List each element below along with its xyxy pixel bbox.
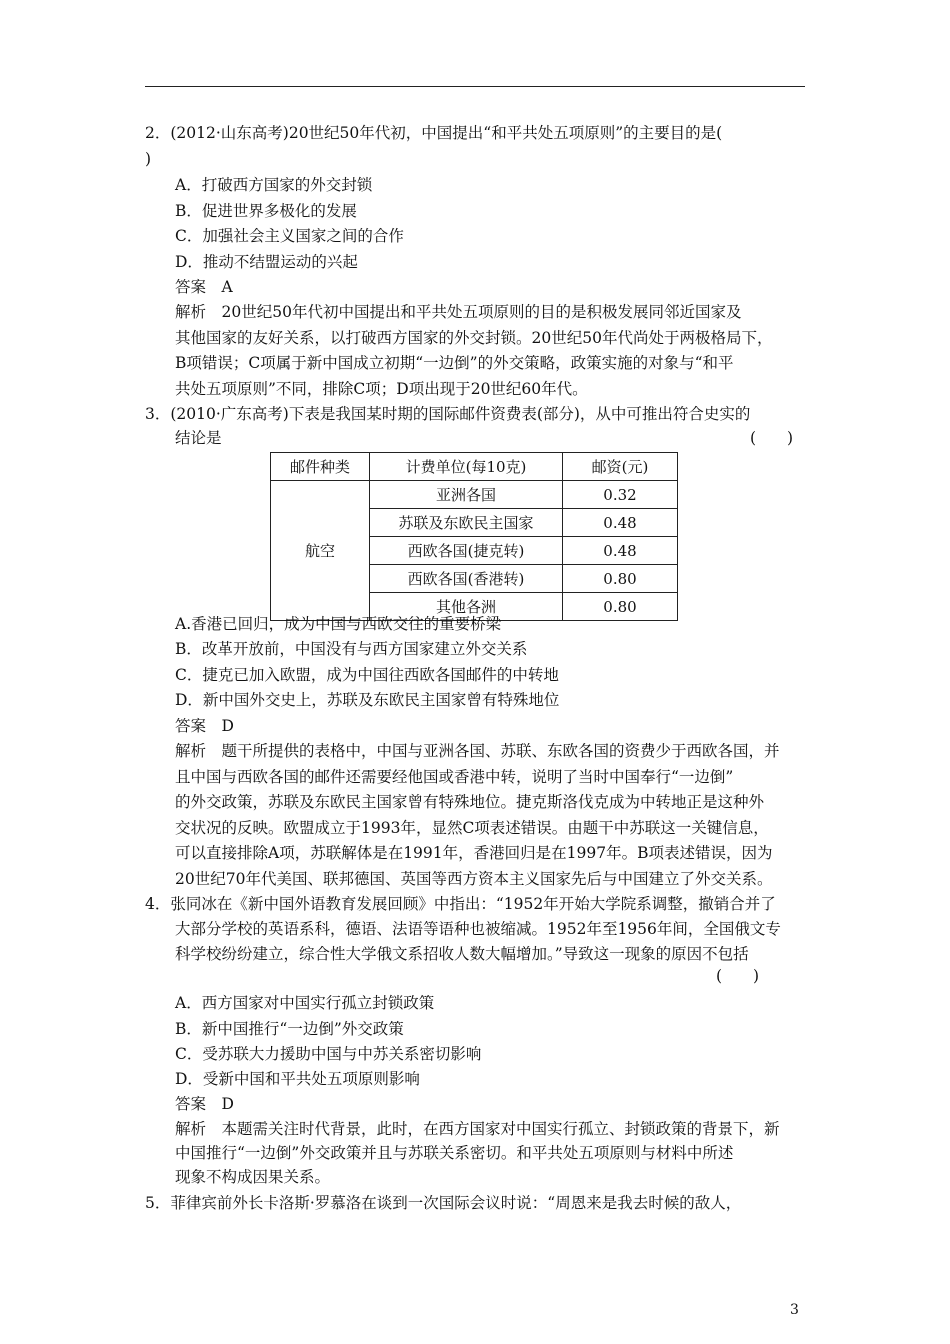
- region-cell: 苏联及东欧民主国家: [370, 509, 563, 537]
- header-rule: [145, 86, 805, 87]
- q4-analysis-line-3: 现象不构成因果关系。: [175, 1168, 331, 1186]
- q4-option-d: D．受新中国和平共处五项原则影响: [175, 1070, 420, 1088]
- region-cell: 西欧各国(捷克转): [370, 537, 563, 565]
- fee-cell: 0.48: [563, 537, 678, 565]
- q2-analysis-line-2: 其他国家的友好关系，以打破西方国家的外交封锁。20世纪50年代尚处于两极格局下，: [175, 329, 773, 347]
- mail-category-cell: 航空: [271, 481, 370, 621]
- q3-option-b: B．改革开放前，中国没有与西方国家建立外交关系: [175, 640, 528, 658]
- q4-option-c: C．受苏联大力援助中国与中苏关系密切影响: [175, 1045, 482, 1063]
- table-header-cell: 邮资(元): [563, 453, 678, 481]
- fee-cell: 0.80: [563, 593, 678, 621]
- q4-stem-line-3: 科学校纷纷建立，综合性大学俄文系招收人数大幅增加。”导致这一现象的原因不包括: [175, 945, 749, 963]
- q5-stem-line-1: 5．菲律宾前外长卡洛斯·罗慕洛在谈到一次国际会议时说：“周恩来是我去时候的敌人，: [145, 1194, 742, 1212]
- q4-analysis-line-2: 中国推行“一边倒”外交政策并且与苏联关系密切。和平共处五项原则与材料中所述: [175, 1144, 734, 1162]
- q3-analysis-line-2: 且中国与西欧各国的邮件还需要经他国或香港中转，说明了当时中国奉行“一边倒”: [175, 768, 734, 786]
- q2-option-c: C．加强社会主义国家之间的合作: [175, 227, 404, 245]
- region-cell: 西欧各国(香港转): [370, 565, 563, 593]
- q2-option-a: A．打破西方国家的外交封锁: [175, 176, 373, 194]
- q3-analysis-line-4: 交状况的反映。欧盟成立于1993年，显然C项表述错误。由题干中苏联这一关键信息，: [175, 819, 769, 837]
- q2-stem-line-2: ): [145, 150, 152, 168]
- page-number: 3: [790, 1302, 799, 1318]
- table-row: [271, 481, 678, 509]
- fee-cell: 0.80: [563, 565, 678, 593]
- region-cell: 其他各洲: [370, 593, 563, 621]
- table-header-cell: 邮件种类: [271, 453, 370, 481]
- postal-fee-table: [270, 452, 678, 621]
- q3-option-c: C．捷克已加入欧盟，成为中国往西欧各国邮件的中转地: [175, 666, 559, 684]
- q2-analysis-line-3: B项错误；C项属于新中国成立初期“一边倒”的外交策略，政策实施的对象与“和平: [175, 354, 734, 372]
- q2-option-b: B．促进世界多极化的发展: [175, 202, 357, 220]
- q4-answer: 答案 D: [175, 1095, 234, 1113]
- fee-cell: 0.48: [563, 509, 678, 537]
- q3-analysis-line-1: 解析 题干所提供的表格中，中国与亚洲各国、苏联、东欧各国的资费少于西欧各国，并: [175, 742, 780, 760]
- q4-answer-blank: ( ): [716, 967, 760, 985]
- table-header-cell: 计费单位(每10克): [370, 453, 563, 481]
- q2-answer: 答案 A: [175, 278, 233, 296]
- q3-stem-line-2: 结论是: [175, 429, 222, 447]
- q4-stem-line-2: 大部分学校的英语系科，德语、法语等语种也被缩减。1952年至1956年间，全国俄文专: [175, 920, 781, 938]
- q3-stem-line-1: 3．(2010·广东高考)下表是我国某时期的国际邮件资费表(部分)，从中可推出符合史实的: [145, 405, 751, 423]
- q3-analysis-line-3: 的外交政策，苏联及东欧民主国家曾有特殊地位。捷克斯洛伐克成为中转地正是这种外: [175, 793, 765, 811]
- q2-stem-line-1: 2．(2012·山东高考)20世纪50年代初，中国提出“和平共处五项原则”的主要目的是(: [145, 124, 723, 142]
- q3-answer-blank: ( ): [750, 429, 794, 447]
- q4-analysis-line-1: 解析 本题需关注时代背景，此时，在西方国家对中国实行孤立、封锁政策的背景下，新: [175, 1120, 780, 1138]
- table-header-row: [271, 453, 678, 481]
- q2-analysis-line-4: 共处五项原则”不同，排除C项；D项出现于20世纪60年代。: [175, 380, 588, 398]
- q3-option-d: D．新中国外交史上，苏联及东欧民主国家曾有特殊地位: [175, 691, 560, 709]
- q3-option-a: A.香港已回归，成为中国与西欧交往的重要桥梁: [175, 615, 502, 633]
- q4-option-a: A．西方国家对中国实行孤立封锁政策: [175, 994, 435, 1012]
- q3-answer: 答案 D: [175, 717, 234, 735]
- q4-option-b: B．新中国推行“一边倒”外交政策: [175, 1020, 404, 1038]
- q3-analysis-line-5: 可以直接排除A项，苏联解体是在1991年，香港回归是在1997年。B项表述错误，因为: [175, 844, 773, 862]
- region-cell: 亚洲各国: [370, 481, 563, 509]
- fee-cell: 0.32: [563, 481, 678, 509]
- q4-stem-line-1: 4．张同冰在《新中国外语教育发展回顾》中指出：“1952年开始大学院系调整，撤销合并了: [145, 895, 776, 913]
- q2-analysis-line-1: 解析 20世纪50年代初中国提出和平共处五项原则的目的是积极发展同邻近国家及: [175, 303, 742, 321]
- q3-analysis-line-6: 20世纪70年代美国、联邦德国、英国等西方资本主义国家先后与中国建立了外交关系。: [175, 870, 773, 888]
- q2-option-d: D．推动不结盟运动的兴起: [175, 253, 358, 271]
